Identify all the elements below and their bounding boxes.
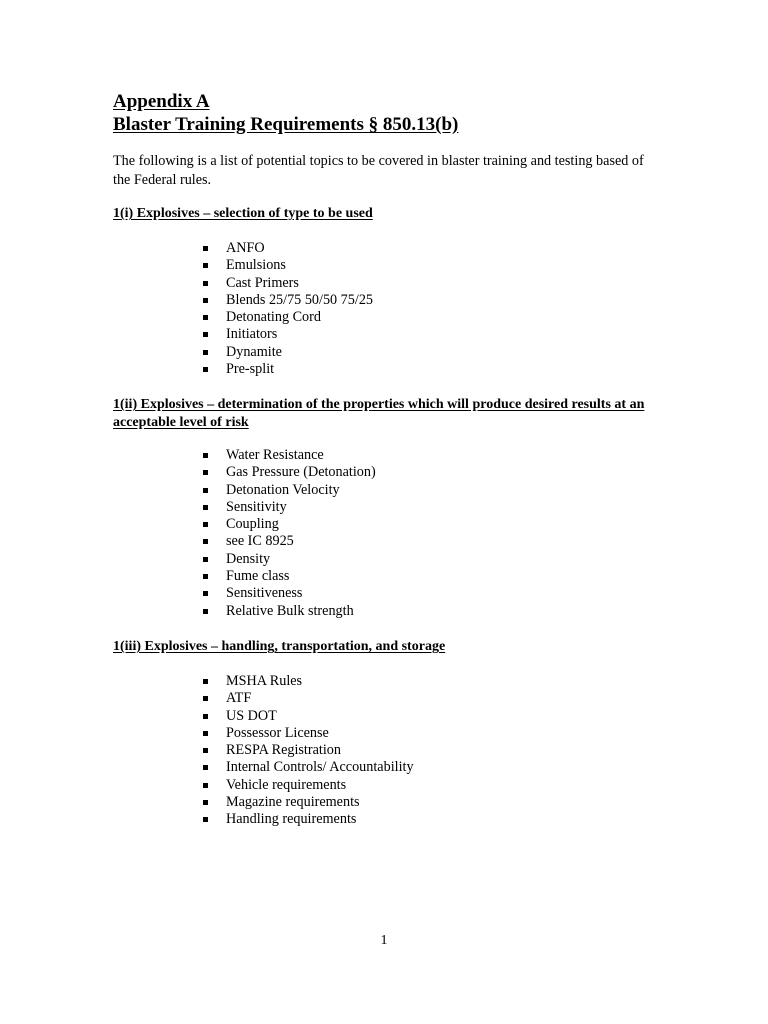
list-item: Cast Primers — [198, 275, 373, 292]
list-item: MSHA Rules — [198, 673, 414, 690]
appendix-title: Appendix A — [113, 91, 210, 112]
list-item: Detonating Cord — [198, 309, 373, 326]
list-item: Relative Bulk strength — [198, 603, 376, 620]
document-title: Blaster Training Requirements § 850.13(b) — [113, 114, 459, 135]
list-item: Internal Controls/ Accountability — [198, 759, 414, 776]
section-heading-1ii: 1(ii) Explosives – determination of the properties which will produce desired results at an acceptable level of risk — [113, 397, 645, 430]
intro-paragraph: The following is a list of potential topics to be covered in blaster training and testing based of the Federal rules. — [113, 153, 644, 188]
list-item: Water Resistance — [198, 447, 376, 464]
section-heading-1iii: 1(iii) Explosives – handling, transportation, and storage — [113, 639, 446, 654]
section-list-1ii — [198, 447, 376, 620]
list-item: US DOT — [198, 708, 414, 725]
list-item: Gas Pressure (Detonation) — [198, 464, 376, 481]
list-item: Sensitivity — [198, 499, 376, 516]
list-item: Magazine requirements — [198, 794, 414, 811]
list-item: Dynamite — [198, 344, 373, 361]
list-item: Detonation Velocity — [198, 482, 376, 499]
list-item: Emulsions — [198, 257, 373, 274]
list-item: Coupling — [198, 516, 376, 533]
section-list-1iii — [198, 673, 414, 829]
list-item: Sensitiveness — [198, 585, 376, 602]
list-item: Handling requirements — [198, 811, 414, 828]
page-number: 1 — [380, 933, 388, 948]
list-item: Pre-split — [198, 361, 373, 378]
list-item: Vehicle requirements — [198, 777, 414, 794]
list-item: see IC 8925 — [198, 533, 376, 550]
list-item: ATF — [198, 690, 414, 707]
list-item: RESPA Registration — [198, 742, 414, 759]
section-heading-1i: 1(i) Explosives – selection of type to be used — [113, 206, 373, 221]
list-item: ANFO — [198, 240, 373, 257]
list-item: Fume class — [198, 568, 376, 585]
list-item: Possessor License — [198, 725, 414, 742]
list-item: Density — [198, 551, 376, 568]
section-list-1i — [198, 240, 373, 378]
list-item: Initiators — [198, 326, 373, 343]
list-item: Blends 25/75 50/50 75/25 — [198, 292, 373, 309]
